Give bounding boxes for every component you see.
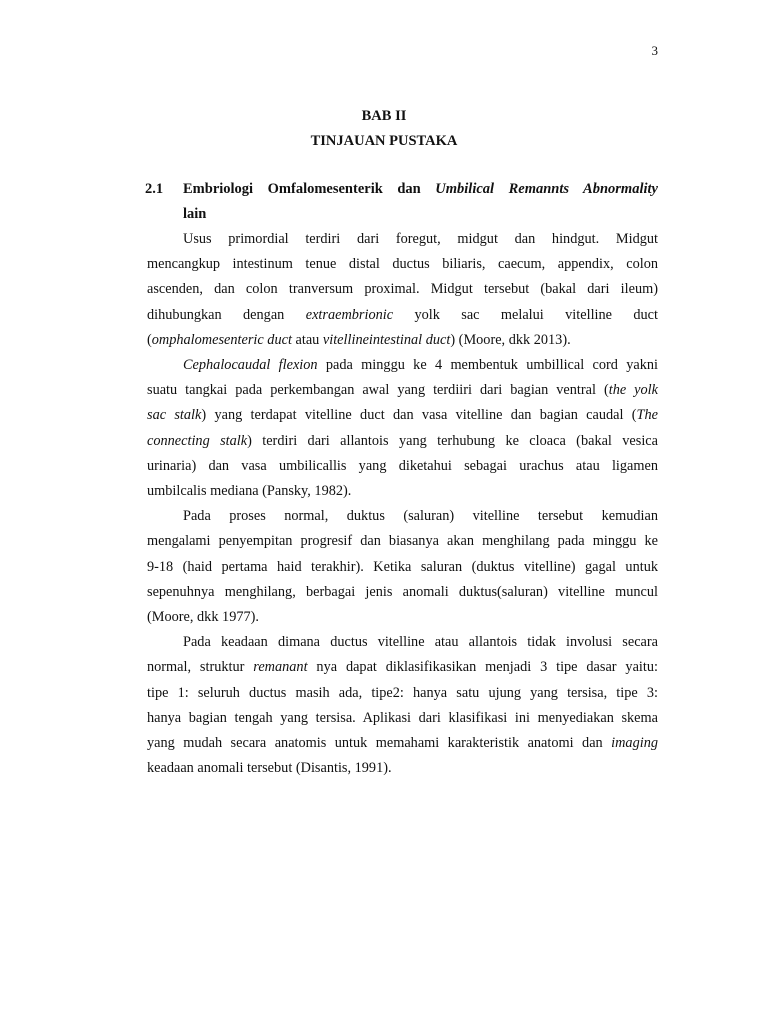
text-line: hanya bagian tengah yang tersisa. Aplikasi dari klasifikasi ini menyediakan skema: [147, 709, 658, 726]
text-line: Usus primordial terdiri dari foregut, midgut dan hindgut. Midgut: [183, 231, 658, 247]
chapter-heading: [0, 104, 768, 154]
text-line: Cephalocaudal flexion pada minggu ke 4 membentuk umbillical cord yakni: [183, 357, 658, 374]
text-line: 9-18 (haid pertama haid terakhir). Ketika saluran (duktus vitelline) gagal untuk: [147, 558, 658, 575]
paragraph: [147, 504, 658, 630]
paragraph: [147, 227, 658, 353]
chapter-label: BAB II: [361, 108, 407, 124]
text-line: ascenden, dan colon tranversum proximal. Midgut tersebut (bakal dari ileum): [147, 281, 658, 298]
text-line: urinaria) dan vasa umbilicallis yang diketahui sebagai urachus atau ligamen: [147, 457, 658, 474]
italic-term: extraembrionic: [305, 306, 394, 323]
italic-term: connecting stalk: [147, 432, 248, 449]
italic-term: The: [636, 407, 658, 424]
body-text: [147, 227, 658, 781]
section-title-line-1: [183, 177, 658, 202]
section-heading: [145, 177, 658, 227]
italic-term: vitellineintestinal duct: [322, 331, 451, 348]
text-line: keadaan anomali tersebut (Disantis, 1991).: [147, 760, 392, 777]
paragraph: [147, 630, 658, 781]
text-line: dihubungkan dengan extraembrionic yolk sac melalui vitelline duct: [147, 306, 659, 323]
chapter-title: TINJAUAN PUSTAKA: [310, 133, 458, 149]
italic-term: sac stalk: [147, 407, 202, 424]
italic-term: the yolk: [608, 382, 658, 399]
text-line: connecting stalk) terdiri dari allantois yang terhubung ke cloaca (bakal vesica: [147, 432, 658, 449]
text-line: sepenuhnya menghilang, berbagai jenis anomali duktus(saluran) vitelline muncul: [147, 583, 658, 600]
text-line: mencangkup intestinum tenue distal ductus biliaris, caecum, appendix, colon: [147, 256, 658, 273]
italic-term: Cephalocaudal flexion: [183, 357, 318, 374]
italic-term: remanant: [253, 659, 308, 676]
section-title-b: Umbilical Remannts Abnormality: [435, 181, 658, 197]
text-line: tipe 1: seluruh ductus masih ada, tipe2: hanya satu ujung yang tersisa, tipe 3:: [147, 684, 658, 701]
text-line: (Moore, dkk 1977).: [147, 609, 259, 626]
italic-term: omphalomesenteric duct: [151, 331, 292, 348]
text-line: umbilcalis mediana (Pansky, 1982).: [147, 483, 352, 500]
section-title-line-2: lain: [183, 206, 207, 222]
section-title-a: Embriologi Omfalomesenterik dan: [183, 181, 421, 197]
text-line: Pada proses normal, duktus (saluran) vitelline tersebut kemudian: [183, 508, 658, 525]
paragraph: [147, 353, 658, 504]
page-number: 3: [651, 43, 658, 58]
text-line: mengalami penyempitan progresif dan biasanya akan menghilang pada minggu ke: [147, 533, 658, 550]
text-line: sac stalk) yang terdapat vitelline duct dan vasa vitelline dan bagian caudal (The: [147, 407, 658, 424]
text-line: (omphalomesenteric duct atau vitellineintestinal duct) (Moore, dkk 2013).: [147, 331, 571, 348]
section-number: 2.1: [145, 181, 164, 197]
text-line: Pada keadaan dimana ductus vitelline atau allantois tidak involusi secara: [183, 634, 658, 651]
text-line: normal, struktur remanant nya dapat diklasifikasikan menjadi 3 tipe dasar yaitu:: [147, 659, 658, 676]
text-line: yang mudah secara anatomis untuk memahami karakteristik anatomi dan imaging: [147, 735, 658, 752]
italic-term: imaging: [611, 735, 658, 752]
text-line: suatu tangkai pada perkembangan awal yang terdiiri dari bagian ventral (the yolk: [147, 382, 658, 399]
